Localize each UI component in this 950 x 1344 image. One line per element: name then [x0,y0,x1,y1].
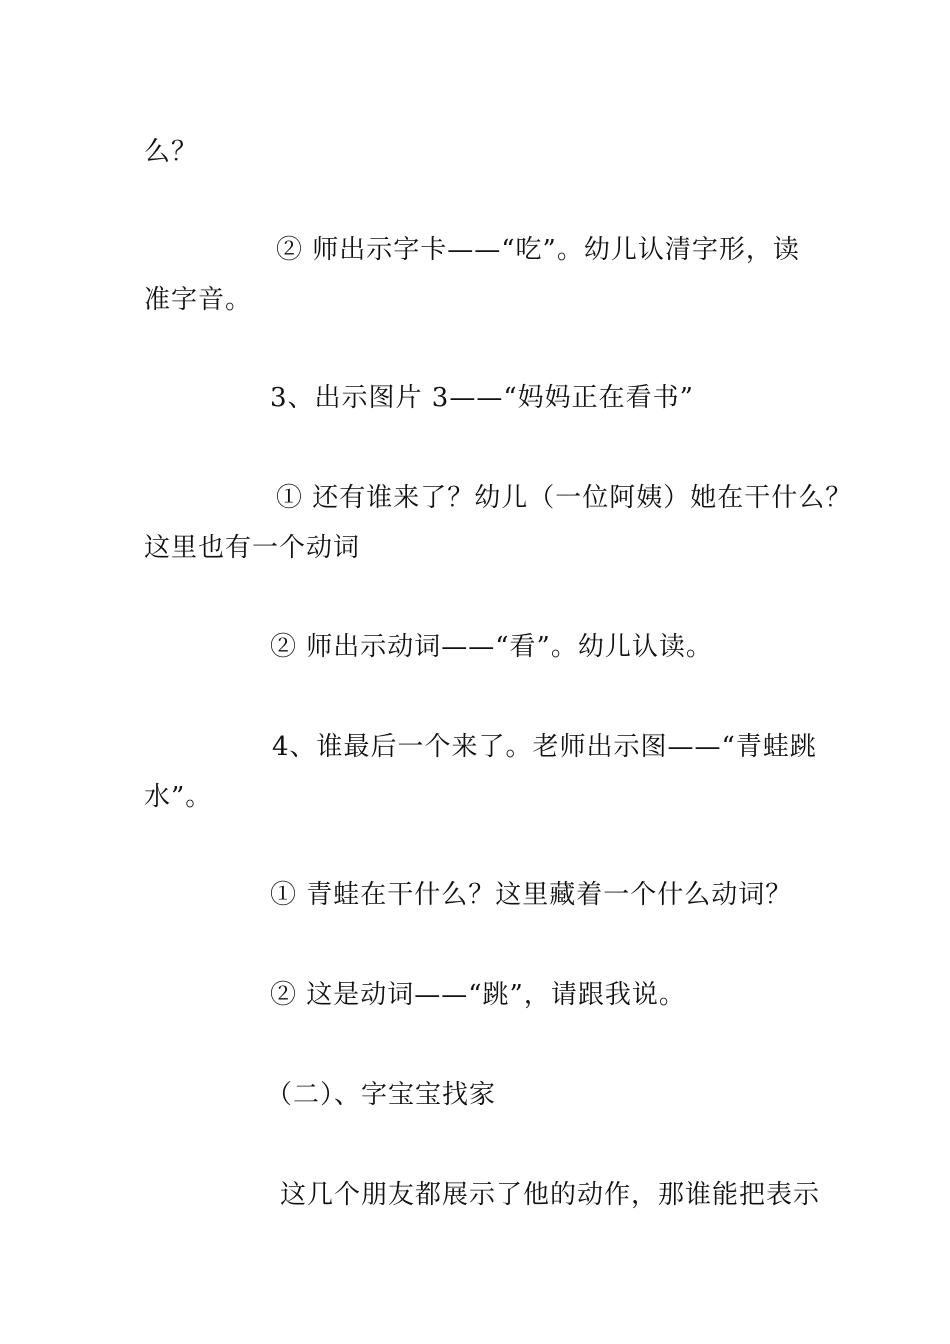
text-line: 这里也有一个动词 [144,533,361,563]
text-line: ② 师出示动词——“看”。幼儿认读。 [270,632,713,662]
text-line: ② 这是动词——“跳”，请跟我说。 [270,980,686,1010]
text-line: 这几个朋友都展示了他的动作，那谁能把表示 [280,1180,821,1210]
text-line: 3、出示图片 3——“妈妈正在看书” [270,383,694,413]
text-line: ① 青蛙在干什么？这里藏着一个什么动词？ [270,880,793,910]
text-line: 么？ [144,137,199,167]
text-line: 准字音。 [144,285,253,315]
text-line: 4、谁最后一个来了。老师出示图——“青蛙跳 [272,732,817,762]
text-line: ② 师出示字卡——“吃”。幼儿认清字形，读 [276,235,800,265]
text-line: 水”。 [144,782,213,812]
text-line: ① 还有谁来了？幼儿（一位阿姨）她在干什么？ [276,483,853,513]
text-line: （二）、字宝宝找家 [266,1080,497,1110]
